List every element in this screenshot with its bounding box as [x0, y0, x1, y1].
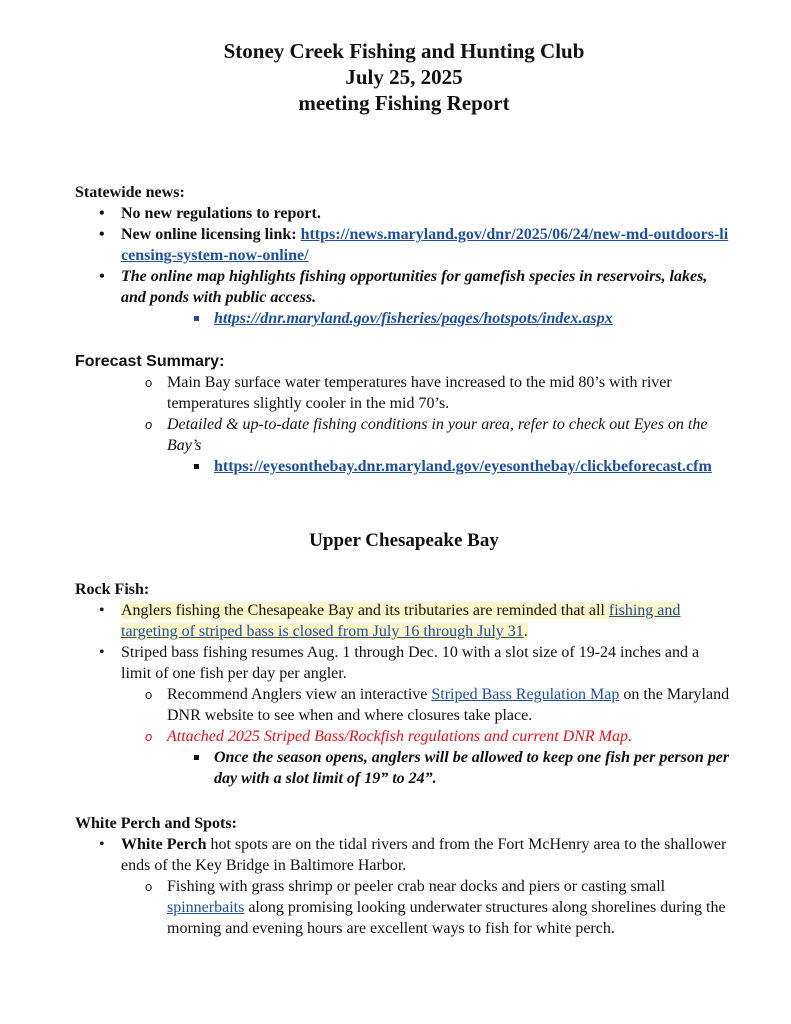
perch-sub-technique: o Fishing with grass shrimp or peeler crab near docks and piers or casting small spinnerbaits along promising looking underwater structures along shorelines during the morning and evening hours are excellent ways to fish for white perch. [75, 876, 733, 939]
statewide-list [75, 203, 733, 329]
rockfish-heading: Rock Fish: [75, 581, 150, 598]
rockfish-slot-limit: Once the season opens, anglers will be allowed to keep one fish per person per day with a slot limit of 19” to 24”. [75, 747, 733, 789]
forecast-list [75, 372, 733, 477]
report-title [75, 38, 733, 116]
rockfish-list [75, 600, 733, 789]
report-subtitle: meeting Fishing Report [298, 91, 510, 115]
closure-link[interactable]: fishing and targeting of striped bass is closed from July 16 through July 31 [121, 602, 681, 640]
forecast-item-temperatures: o Main Bay surface water temperatures have increased to the mid 80’s with river temperatures slightly cooler in the mid 70’s. [75, 372, 733, 414]
statewide-item-licensing: • New online licensing link: https://news.maryland.gov/dnr/2025/06/24/new-md-outdoors-licensing-system-now-online/ [75, 224, 733, 266]
hotspots-link[interactable]: https://dnr.maryland.gov/fisheries/pages/hotspots/index.aspx [214, 310, 613, 327]
statewide-heading: Statewide news: [75, 184, 185, 201]
statewide-item-map: • The online map highlights fishing opportunities for gamefish species in reservoirs, lakes, and ponds with public access. [75, 266, 733, 308]
hotspots-item [75, 308, 733, 329]
rockfish-item-closure [75, 600, 733, 642]
forecast-heading: Forecast Summary: [75, 353, 225, 370]
rockfish-item-season: • Striped bass fishing resumes Aug. 1 through Dec. 10 with a slot size of 19-24 inches and a limit of one fish per day per angler. [75, 642, 733, 684]
perch-item-hotspots: • White Perch hot spots are on the tidal rivers and from the Fort McHenry area to the shallower ends of the Key Bridge in Baltimore Harbor. [75, 834, 733, 876]
perch-list [75, 834, 733, 939]
eyes-on-bay-link[interactable]: https://eyesonthebay.dnr.maryland.gov/eyesonthebay/clickbeforecast.cfm [214, 458, 712, 475]
forecast-item-conditions: o Detailed & up-to-date fishing conditions in your area, refer to check out Eyes on the Bay’s [75, 414, 733, 456]
spinnerbaits-link[interactable]: spinnerbaits [167, 899, 245, 916]
rockfish-sub-attachment: o Attached 2025 Striped Bass/Rockfish regulations and current DNR Map. [75, 726, 733, 747]
eyes-on-bay-item [75, 456, 733, 477]
club-name: Stoney Creek Fishing and Hunting Club [223, 39, 585, 63]
licensing-link[interactable]: https://news.maryland.gov/dnr/2025/06/24/new-md-outdoors-licensing-system-now-online/ [121, 226, 729, 264]
rockfish-sub-map: o Recommend Anglers view an interactive Striped Bass Regulation Map on the Maryland DNR website to see when and where closures take place. [75, 684, 733, 726]
regulation-map-link[interactable]: Striped Bass Regulation Map [431, 686, 620, 703]
highlighted-closure-notice: Anglers fishing the Chesapeake Bay and its tributaries are reminded that all fishing and targeting of striped bass is closed from July 16 through July 31. [121, 602, 681, 640]
perch-heading: White Perch and Spots: [75, 815, 237, 832]
report-date: July 25, 2025 [345, 65, 463, 89]
statewide-item-regulations: • No new regulations to report. [75, 203, 733, 224]
section-title-upper-bay: Upper Chesapeake Bay [309, 530, 499, 551]
